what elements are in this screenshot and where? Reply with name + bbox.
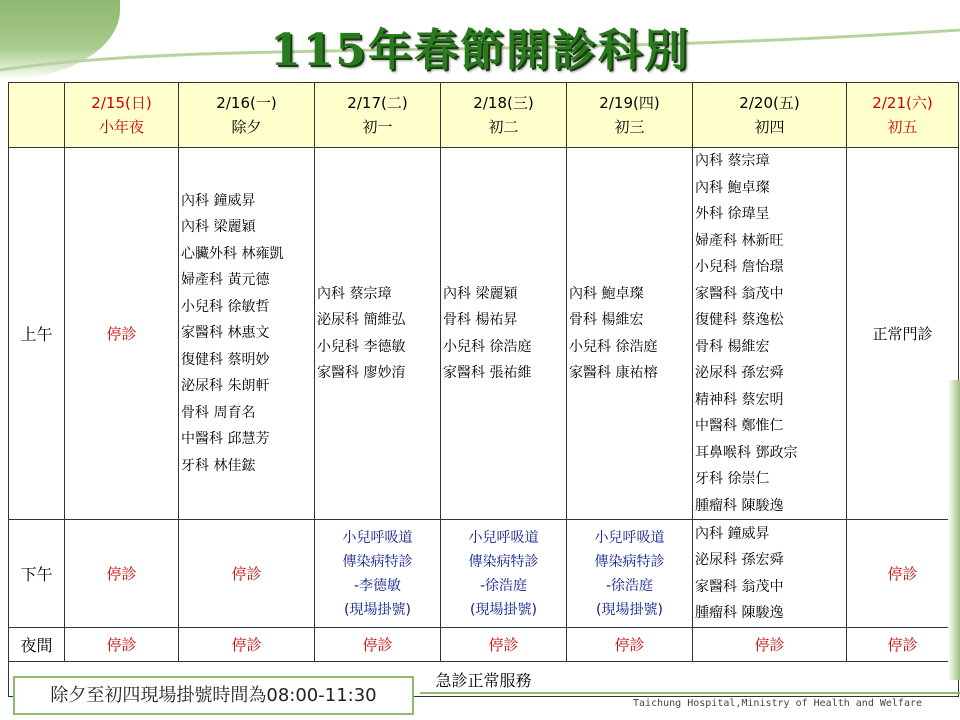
- list-entry: (現場掛號): [470, 601, 537, 618]
- list-entry: 內科 蔡宗璋: [317, 285, 392, 302]
- header-day: [693, 83, 847, 148]
- list-entry: 小兒呼吸道: [342, 529, 413, 546]
- list-entry: 家醫科 康祐榕: [569, 365, 658, 381]
- period-label-morning: 上午: [9, 148, 65, 520]
- header-corner: [9, 83, 65, 148]
- column-label: 初二: [488, 118, 519, 136]
- header-row: [9, 83, 959, 148]
- closed-cell: 停診: [65, 148, 179, 520]
- doctor-list: [693, 520, 847, 628]
- list-entry: 小兒呼吸道: [594, 529, 665, 546]
- list-entry: 小兒呼吸道: [468, 529, 539, 546]
- list-entry: 小兒科 徐敏哲: [181, 298, 270, 315]
- list-entry: 精神科 蔡宏明: [695, 391, 784, 408]
- list-entry: 牙科 林佳鋐: [181, 457, 256, 474]
- header-day: [315, 83, 441, 148]
- list-entry: 牙科 徐崇仁: [695, 471, 770, 487]
- closed-cell: 停診: [65, 628, 179, 662]
- list-entry: 家醫科 林惠文: [181, 325, 270, 342]
- list-entry: 家醫科 翁茂中: [695, 285, 784, 302]
- list-entry: 內科 梁麗穎: [443, 285, 518, 302]
- closed-cell: 停診: [179, 628, 315, 662]
- column-label: 初五: [887, 118, 918, 136]
- list-entry: 內科 鮑卓璨: [695, 179, 770, 196]
- column-label: 小年夜: [98, 118, 144, 136]
- normal-clinic-cell: 正常門診: [847, 148, 959, 520]
- header-day: [847, 83, 959, 148]
- period-label-afternoon: 下午: [9, 520, 65, 628]
- schedule-table: [8, 82, 959, 697]
- list-entry: 腫瘤科 陳駿逸: [695, 605, 784, 621]
- list-entry: 內科 鮑卓璨: [569, 285, 644, 302]
- list-entry: (現場掛號): [344, 601, 411, 618]
- column-date: 2/21(六): [872, 94, 933, 112]
- doctor-list: [441, 148, 567, 520]
- closed-cell: 停診: [847, 628, 959, 662]
- closed-cell: 停診: [693, 628, 847, 662]
- footer-divider: [420, 692, 960, 694]
- column-date: 2/20(五): [739, 94, 800, 112]
- emergency-text: 急診正常服務: [9, 662, 959, 697]
- list-entry: 家醫科 廖妙淯: [317, 365, 406, 381]
- list-entry: -徐浩庭: [605, 577, 654, 594]
- list-entry: 心臟外科 林雍凱: [181, 245, 284, 262]
- closed-cell: 停診: [567, 628, 693, 662]
- closed-cell: 停診: [847, 520, 959, 628]
- period-label-night: 夜間: [9, 628, 65, 662]
- hospital-name: Taichung Hospital,Ministry of Health and Welfare: [633, 698, 922, 709]
- header-day: [179, 83, 315, 148]
- list-entry: 泌尿科 孫宏舜: [695, 552, 784, 568]
- list-entry: 復健科 蔡逸松: [695, 312, 784, 328]
- list-entry: 傳染病特診: [594, 553, 665, 570]
- closed-cell: 停診: [65, 520, 179, 628]
- list-entry: -徐浩庭: [479, 577, 528, 594]
- list-entry: 中醫科 邱慧芳: [181, 431, 270, 448]
- doctor-list: [567, 148, 693, 520]
- column-date: 2/16(一): [216, 94, 277, 112]
- column-label: 初一: [362, 118, 393, 136]
- morning-row: [9, 148, 959, 520]
- column-date: 2/19(四): [599, 94, 660, 112]
- list-entry: 泌尿科 孫宏舜: [695, 365, 784, 381]
- list-entry: 內科 梁麗穎: [181, 219, 256, 236]
- side-decoration: [948, 380, 960, 680]
- column-label: 初三: [614, 118, 645, 136]
- list-entry: 外科 徐瑋呈: [695, 206, 770, 222]
- list-entry: 小兒科 徐浩庭: [569, 338, 658, 355]
- list-entry: 泌尿科 簡維弘: [317, 312, 406, 328]
- list-entry: 婦產科 林新旺: [695, 232, 784, 249]
- afternoon-row: [9, 520, 959, 628]
- special-clinic: [567, 520, 693, 628]
- column-date: 2/15(日): [91, 94, 152, 112]
- column-date: 2/17(二): [347, 94, 408, 112]
- list-entry: 復健科 蔡明妙: [181, 351, 270, 368]
- list-entry: 傳染病特診: [342, 553, 413, 570]
- list-entry: 傳染病特診: [468, 553, 539, 570]
- registration-note: 除夕至初四現場掛號時間為08:00-11:30: [13, 676, 414, 715]
- night-row: [9, 628, 959, 662]
- list-entry: 小兒科 詹怡璟: [695, 259, 784, 275]
- doctor-list: [179, 148, 315, 520]
- list-entry: 內科 鐘威昇: [181, 192, 256, 209]
- special-clinic: [315, 520, 441, 628]
- list-entry: 耳鼻喉科 鄧政宗: [695, 444, 798, 461]
- list-entry: 小兒科 徐浩庭: [443, 338, 532, 355]
- special-clinic: [441, 520, 567, 628]
- list-entry: 內科 鐘威昇: [695, 525, 770, 542]
- doctor-list: [315, 148, 441, 520]
- list-entry: 骨科 楊維宏: [695, 338, 770, 355]
- list-entry: 婦產科 黃元德: [181, 272, 270, 289]
- list-entry: 骨科 楊祐昇: [443, 312, 518, 328]
- column-label: 初四: [754, 118, 785, 136]
- list-entry: 內科 蔡宗璋: [695, 153, 770, 169]
- list-entry: 家醫科 張祐維: [443, 365, 532, 381]
- doctor-list: [693, 148, 847, 520]
- header-day: [441, 83, 567, 148]
- closed-cell: 停診: [441, 628, 567, 662]
- list-entry: 骨科 楊維宏: [569, 312, 644, 328]
- list-entry: 腫瘤科 陳駿逸: [695, 497, 784, 514]
- header-day: [65, 83, 179, 148]
- page-title: 115年春節開診科別: [270, 25, 690, 76]
- list-entry: 骨科 周育名: [181, 404, 256, 421]
- list-entry: 泌尿科 朱朗軒: [181, 378, 270, 395]
- closed-cell: 停診: [315, 628, 441, 662]
- header-day: [567, 83, 693, 148]
- list-entry: 小兒科 李德敏: [317, 338, 406, 355]
- list-entry: (現場掛號): [596, 601, 663, 618]
- column-label: 除夕: [231, 118, 262, 136]
- closed-cell: 停診: [179, 520, 315, 628]
- list-entry: 中醫科 鄭惟仁: [695, 418, 784, 434]
- list-entry: -李德敏: [353, 577, 402, 594]
- list-entry: 家醫科 翁茂中: [695, 578, 784, 595]
- column-date: 2/18(三): [473, 94, 534, 112]
